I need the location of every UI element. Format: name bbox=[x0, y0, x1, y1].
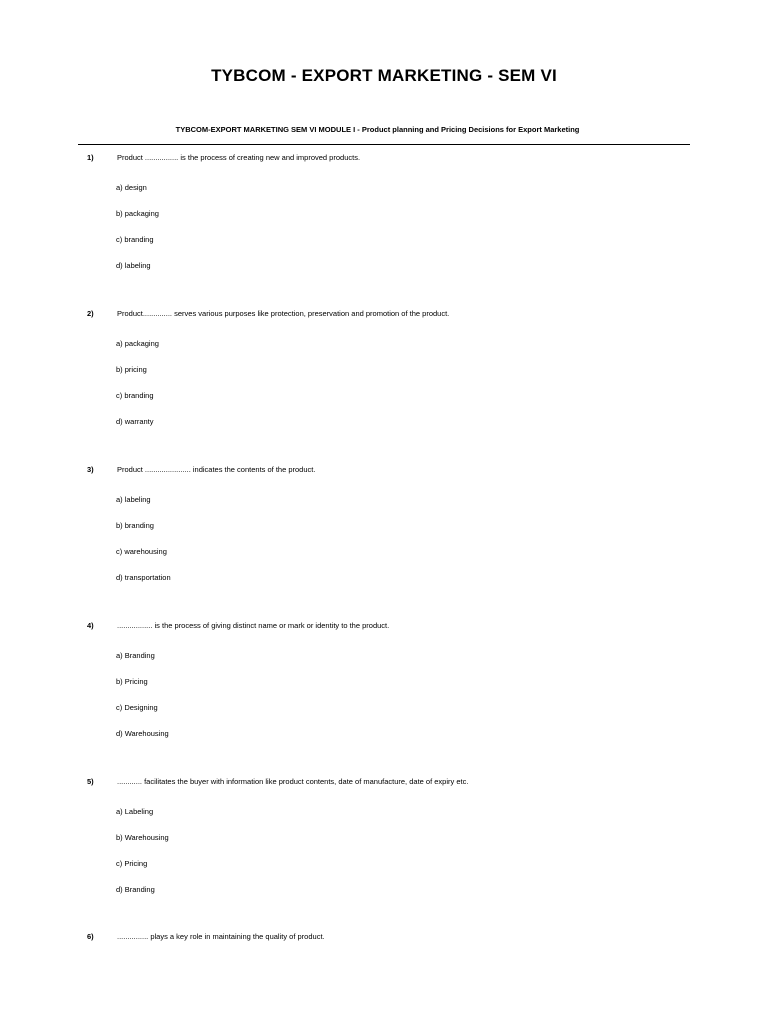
answer-option: d) labeling bbox=[116, 261, 151, 270]
answer-option: b) pricing bbox=[116, 365, 147, 374]
answer-option: d) warranty bbox=[116, 417, 154, 426]
answer-option: c) Pricing bbox=[116, 859, 148, 868]
answer-option: b) Warehousing bbox=[116, 833, 169, 842]
document-title: TYBCOM - EXPORT MARKETING - SEM VI bbox=[211, 66, 557, 85]
question-number: 5) bbox=[87, 777, 94, 786]
answer-option: b) branding bbox=[116, 521, 154, 530]
answer-option: c) warehousing bbox=[116, 547, 167, 556]
answer-option: b) packaging bbox=[116, 209, 159, 218]
question-text: Product.............. serves various purposes like protection, preservation and promotion of the product. bbox=[117, 309, 450, 318]
answer-option: c) branding bbox=[116, 235, 154, 244]
answer-option: a) labeling bbox=[116, 495, 151, 504]
question-text: ............ facilitates the buyer with information like product contents, date of manufacture, date of expiry etc. bbox=[117, 777, 469, 786]
answer-option: a) Branding bbox=[116, 651, 155, 660]
answer-option: a) packaging bbox=[116, 339, 159, 348]
question-number: 6) bbox=[87, 932, 94, 941]
question-number: 4) bbox=[87, 621, 94, 630]
question-number: 2) bbox=[87, 309, 94, 318]
answer-option: d) Warehousing bbox=[116, 729, 169, 738]
answer-option: c) Designing bbox=[116, 703, 158, 712]
question-text: Product ...................... indicates the contents of the product. bbox=[117, 465, 316, 474]
answer-option: a) design bbox=[116, 183, 147, 192]
header-rule bbox=[78, 144, 690, 145]
question-text: ............... plays a key role in maintaining the quality of product. bbox=[117, 932, 325, 941]
question-number: 3) bbox=[87, 465, 94, 474]
answer-option: b) Pricing bbox=[116, 677, 148, 686]
question-text: Product ................ is the process of creating new and improved products. bbox=[117, 153, 361, 162]
document-subtitle: TYBCOM-EXPORT MARKETING SEM VI MODULE I - Product planning and Pricing Decisions for Export Marketing bbox=[175, 125, 580, 134]
question-number: 1) bbox=[87, 153, 94, 162]
answer-option: d) transportation bbox=[116, 573, 171, 582]
answer-option: c) branding bbox=[116, 391, 154, 400]
question-text: ................. is the process of giving distinct name or mark or identity to the product. bbox=[117, 621, 390, 630]
answer-option: d) Branding bbox=[116, 885, 155, 894]
answer-option: a) Labeling bbox=[116, 807, 154, 816]
